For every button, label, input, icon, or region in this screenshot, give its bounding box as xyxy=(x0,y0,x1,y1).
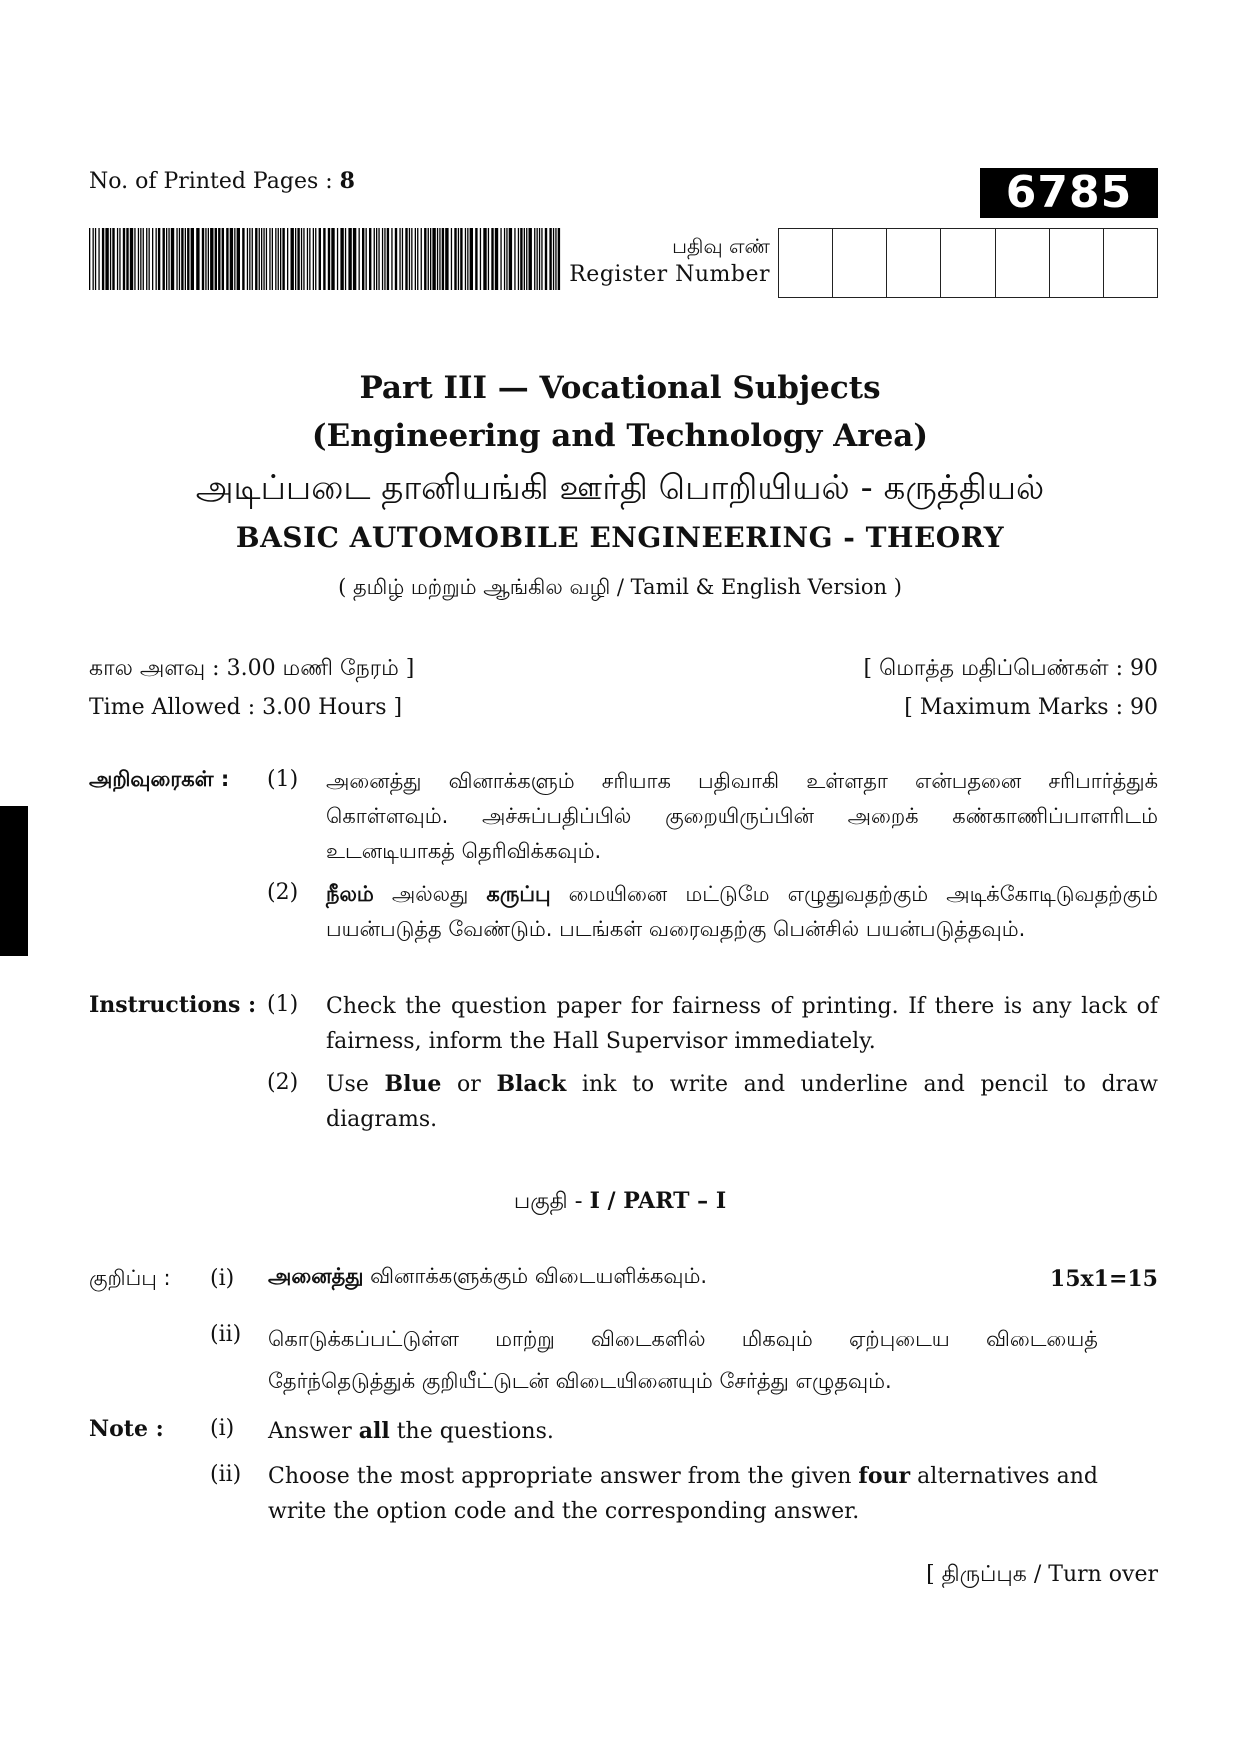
barcode-bar xyxy=(405,228,407,290)
emphasis: Black xyxy=(496,1071,567,1097)
emphasis: all xyxy=(358,1418,390,1444)
barcode-bar xyxy=(222,228,224,290)
barcode-bar xyxy=(134,228,135,290)
barcode-bar xyxy=(301,228,302,290)
barcode-bar xyxy=(374,228,375,290)
barcode-bar xyxy=(526,228,527,290)
barcode-bar xyxy=(205,228,206,290)
text: மையினை மட்டுமே எழுதுவதற்கும் அடிக்கோடிடுவதற்கும் பயன்படுத்த வேண்டும். படங்கள் வரைவதற்கு பென்சில் பயன்படுத்தவும். xyxy=(326,882,1159,941)
barcode-image xyxy=(89,228,561,290)
barcode-bar xyxy=(331,228,334,290)
barcode-bar xyxy=(539,228,540,290)
barcode-bar xyxy=(185,228,186,290)
barcode-bar xyxy=(181,228,183,290)
barcode-bar xyxy=(196,228,199,290)
barcode-bar xyxy=(467,228,468,290)
barcode-bar xyxy=(430,228,431,290)
barcode-bar xyxy=(218,228,220,290)
barcode-bar xyxy=(553,228,554,290)
barcode-bar xyxy=(242,228,244,290)
barcode-bar xyxy=(247,228,248,290)
text: அல்லது xyxy=(373,882,487,906)
barcode-bar xyxy=(428,228,429,290)
emphasis: நீலம் xyxy=(326,882,374,906)
instructions-english-label: Instructions : xyxy=(89,992,257,1018)
barcode-bar xyxy=(348,228,351,290)
barcode-bar xyxy=(417,228,418,290)
barcode-bar xyxy=(275,228,276,290)
register-digit-box[interactable] xyxy=(941,229,995,297)
barcode-bar xyxy=(98,228,99,290)
barcode-bar xyxy=(187,228,189,290)
barcode-bar xyxy=(315,228,316,290)
barcode-bar xyxy=(387,228,389,290)
turn-over: [ திருப்புக / Turn over xyxy=(926,1562,1158,1587)
barcode-bar xyxy=(451,228,452,290)
barcode-bar xyxy=(541,228,542,290)
barcode-bar xyxy=(369,228,371,290)
barcode-bar xyxy=(266,228,267,290)
barcode-bar xyxy=(549,228,551,290)
text: or xyxy=(441,1072,497,1097)
barcode-bar xyxy=(337,228,338,290)
note-tamil-label: குறிப்பு : xyxy=(89,1266,171,1290)
barcode-bar xyxy=(411,228,412,290)
barcode-bar xyxy=(480,228,481,290)
instruction-english-1: Check the question paper for fairness of printing. If there is any lack of fairness, inform the Hall Supervisor immediately. xyxy=(326,994,1158,1054)
barcode-bar xyxy=(112,228,114,290)
barcode-bar xyxy=(460,228,462,290)
text: Answer xyxy=(268,1419,359,1444)
barcode-bar xyxy=(140,228,141,290)
barcode-bar xyxy=(421,228,422,290)
time-allowed-english: Time Allowed : 3.00 Hours ] xyxy=(89,695,403,720)
barcode-bar xyxy=(509,228,512,290)
barcode-bar xyxy=(475,228,477,290)
barcode-bar xyxy=(149,228,150,290)
part-heading xyxy=(0,1188,1240,1217)
part-heading-tamil: பகுதி - xyxy=(513,1189,590,1214)
barcode-bar xyxy=(269,228,270,290)
barcode-bar xyxy=(130,228,133,290)
barcode-bar xyxy=(491,228,493,290)
part-heading-english: I / PART – I xyxy=(589,1188,727,1214)
register-number-label xyxy=(560,232,770,290)
barcode-bar xyxy=(520,228,522,290)
barcode-bar xyxy=(234,228,235,290)
barcode-bar xyxy=(303,228,304,290)
barcode-bar xyxy=(504,228,505,290)
barcode-bar xyxy=(359,228,360,290)
barcode-bar xyxy=(280,228,281,290)
barcode-bar xyxy=(123,228,125,290)
barcode-bar xyxy=(168,228,169,290)
barcode-bar xyxy=(110,228,111,290)
note-english-label: Note : xyxy=(89,1416,164,1442)
barcode-bar xyxy=(445,228,448,290)
register-digit-box[interactable] xyxy=(1050,229,1104,297)
text: ink to write and underline and pencil to draw diagrams. xyxy=(326,1072,1159,1132)
barcode-bar xyxy=(263,228,264,290)
barcode-bar xyxy=(518,228,519,290)
barcode-bar xyxy=(126,228,128,290)
barcode-bar xyxy=(237,228,240,290)
instruction-number: (1) xyxy=(267,992,299,1017)
instructions-tamil-label: அறிவுரைகள் : xyxy=(89,767,230,791)
instruction-number: (2) xyxy=(267,1070,299,1095)
barcode-bar xyxy=(376,228,377,290)
barcode-bar xyxy=(395,228,397,290)
barcode-bar xyxy=(191,228,194,290)
barcode-bar xyxy=(495,228,498,290)
barcode-bar xyxy=(488,228,489,290)
text: Use xyxy=(326,1072,385,1097)
note-tamil-2: கொடுக்கப்பட்டுள்ள மாற்று விடைகளில் மிகவும் ஏற்புடைய விடையைத் தேர்ந்தெடுத்துக் குறியீட்டுடன் விடையினையும் சேர்த்து எழுதவும். xyxy=(268,1327,1098,1393)
text: Choose the most appropriate answer from the given xyxy=(268,1464,859,1489)
barcode-bar xyxy=(89,228,90,290)
barcode-bar xyxy=(465,228,466,290)
barcode-bar xyxy=(158,228,160,290)
title-part: Part III — Vocational Subjects xyxy=(359,370,881,406)
barcode-bar xyxy=(415,228,416,290)
barcode-bar xyxy=(399,228,400,290)
barcode-bar xyxy=(202,228,204,290)
barcode-bar xyxy=(166,228,167,290)
barcode-bar xyxy=(117,228,118,290)
emphasis: Blue xyxy=(384,1071,442,1097)
barcode-bar xyxy=(163,228,165,290)
emphasis: அனைத்து xyxy=(268,1264,364,1288)
barcode-bar xyxy=(176,228,177,290)
title-tamil: அடிப்படை தானியங்கி ஊர்தி பொறியியல் - கருத்தியல் xyxy=(195,468,1045,508)
max-marks-english: [ Maximum Marks : 90 xyxy=(904,695,1158,720)
barcode-bar xyxy=(152,228,153,290)
barcode-bar xyxy=(362,228,364,290)
barcode-bar xyxy=(295,228,296,290)
barcode-bar xyxy=(500,228,501,290)
barcode-bar xyxy=(102,228,104,290)
barcode-bar xyxy=(138,228,139,290)
barcode-bar xyxy=(226,228,228,290)
barcode-bar xyxy=(545,228,547,290)
time-allowed-tamil: கால அளவு : 3.00 மணி நேரம் ] xyxy=(89,656,415,681)
text: வினாக்களுக்கும் விடையளிக்கவும். xyxy=(363,1264,708,1288)
emphasis: கருப்பு xyxy=(486,882,551,906)
text: the questions. xyxy=(389,1419,554,1444)
emphasis: four xyxy=(858,1463,911,1489)
side-marker xyxy=(0,806,28,956)
instruction-tamil-1: அனைத்து வினாக்களும் சரியாக பதிவாகி உள்ளதா என்பதனை சரிபார்த்துக் கொள்ளவும். அச்சுப்பதிப்பில் குறையிருப்பின் அறைக் கண்காணிப்பாளரிடம் உடனடியாகத் தெரிவிக்கவும். xyxy=(326,769,1158,863)
barcode-bar xyxy=(384,228,385,290)
barcode-bar xyxy=(442,228,444,290)
barcode-bar xyxy=(529,228,532,290)
note-number: (ii) xyxy=(210,1322,242,1347)
barcode-bar xyxy=(345,228,346,290)
printed-pages-label: No. of Printed Pages : xyxy=(89,169,340,194)
barcode-bar xyxy=(215,228,217,290)
instruction-number: (2) xyxy=(267,880,299,905)
barcode-bar xyxy=(278,228,279,290)
paper-code: 6785 xyxy=(980,168,1158,218)
barcode-bar xyxy=(323,228,325,290)
instruction-number: (1) xyxy=(267,767,299,792)
barcode-bar xyxy=(524,228,525,290)
barcode-bar xyxy=(313,228,314,290)
barcode-bar xyxy=(119,228,120,290)
barcode-bar xyxy=(287,228,288,290)
barcode-bar xyxy=(409,228,410,290)
printed-pages-value: 8 xyxy=(339,168,355,194)
version-line: ( தமிழ் மற்றும் ஆங்கில வழி / Tamil & English Version ) xyxy=(338,575,902,599)
barcode-bar xyxy=(272,228,273,290)
barcode-bar xyxy=(537,228,538,290)
barcode-bar xyxy=(424,228,426,290)
barcode-bar xyxy=(437,228,438,290)
note-english-1 xyxy=(268,1414,554,1449)
barcode-bar xyxy=(291,228,294,290)
barcode-bar xyxy=(156,228,157,290)
barcode-bar xyxy=(105,228,108,290)
printed-pages xyxy=(89,168,355,194)
barcode-bar xyxy=(309,228,310,290)
barcode-bar xyxy=(95,228,96,290)
note-english-2 xyxy=(268,1459,1098,1529)
title-subject: BASIC AUTOMOBILE ENGINEERING - THEORY xyxy=(235,521,1005,554)
title-area: (Engineering and Technology Area) xyxy=(311,418,929,454)
register-digit-box[interactable] xyxy=(887,229,941,297)
barcode-bar xyxy=(252,228,253,290)
barcode-bar xyxy=(171,228,174,290)
barcode-bar xyxy=(402,228,403,290)
register-digit-box[interactable] xyxy=(996,229,1050,297)
register-label-english: Register Number xyxy=(569,262,770,287)
instruction-english-2 xyxy=(326,1067,1158,1137)
barcode-bar xyxy=(432,228,435,290)
note-number: (i) xyxy=(210,1416,235,1441)
barcode-bar xyxy=(514,228,515,290)
barcode-bar xyxy=(93,228,94,290)
barcode-bar xyxy=(143,228,144,290)
max-marks-tamil: [ மொத்த மதிப்பெண்கள் : 90 xyxy=(863,656,1158,681)
text: alternatives and write the option code and the corresponding answer. xyxy=(268,1464,1098,1524)
barcode-bar xyxy=(255,228,257,290)
register-digit-box[interactable] xyxy=(1104,229,1157,297)
barcode-bar xyxy=(534,228,535,290)
barcode-bar xyxy=(328,228,330,290)
part-marks: 15x1=15 xyxy=(1049,1266,1158,1292)
register-digit-box[interactable] xyxy=(833,229,887,297)
barcode-bar xyxy=(483,228,486,290)
barcode-bar xyxy=(340,228,343,290)
note-number: (ii) xyxy=(210,1462,242,1487)
barcode-bar xyxy=(249,228,250,290)
barcode-bar xyxy=(297,228,299,290)
barcode-bar xyxy=(378,228,379,290)
barcode-bar xyxy=(319,228,321,290)
barcode-bar xyxy=(506,228,507,290)
note-tamil-1 xyxy=(268,1264,707,1291)
barcode-bar xyxy=(210,228,213,290)
barcode-bar xyxy=(439,228,440,290)
register-digit-box[interactable] xyxy=(779,229,833,297)
barcode-bar xyxy=(470,228,473,290)
barcode-bar xyxy=(179,228,180,290)
barcode-bar xyxy=(353,228,356,290)
instruction-tamil-2 xyxy=(326,877,1158,947)
barcode-bar xyxy=(307,228,308,290)
barcode-bar xyxy=(208,228,209,290)
barcode-bar xyxy=(382,228,383,290)
note-number: (i) xyxy=(210,1266,235,1291)
barcode-bar xyxy=(555,228,556,290)
barcode-bar xyxy=(391,228,392,290)
barcode-bar xyxy=(259,228,260,290)
register-number-boxes[interactable] xyxy=(778,228,1158,298)
barcode-bar xyxy=(282,228,284,290)
register-label-tamil: பதிவு எண் xyxy=(672,234,770,258)
barcode-bar xyxy=(261,228,262,290)
barcode-bar xyxy=(146,228,147,290)
barcode-bar xyxy=(230,228,233,290)
barcode-bar xyxy=(366,228,367,290)
barcode-bar xyxy=(458,228,459,290)
barcode-bar xyxy=(454,228,456,290)
